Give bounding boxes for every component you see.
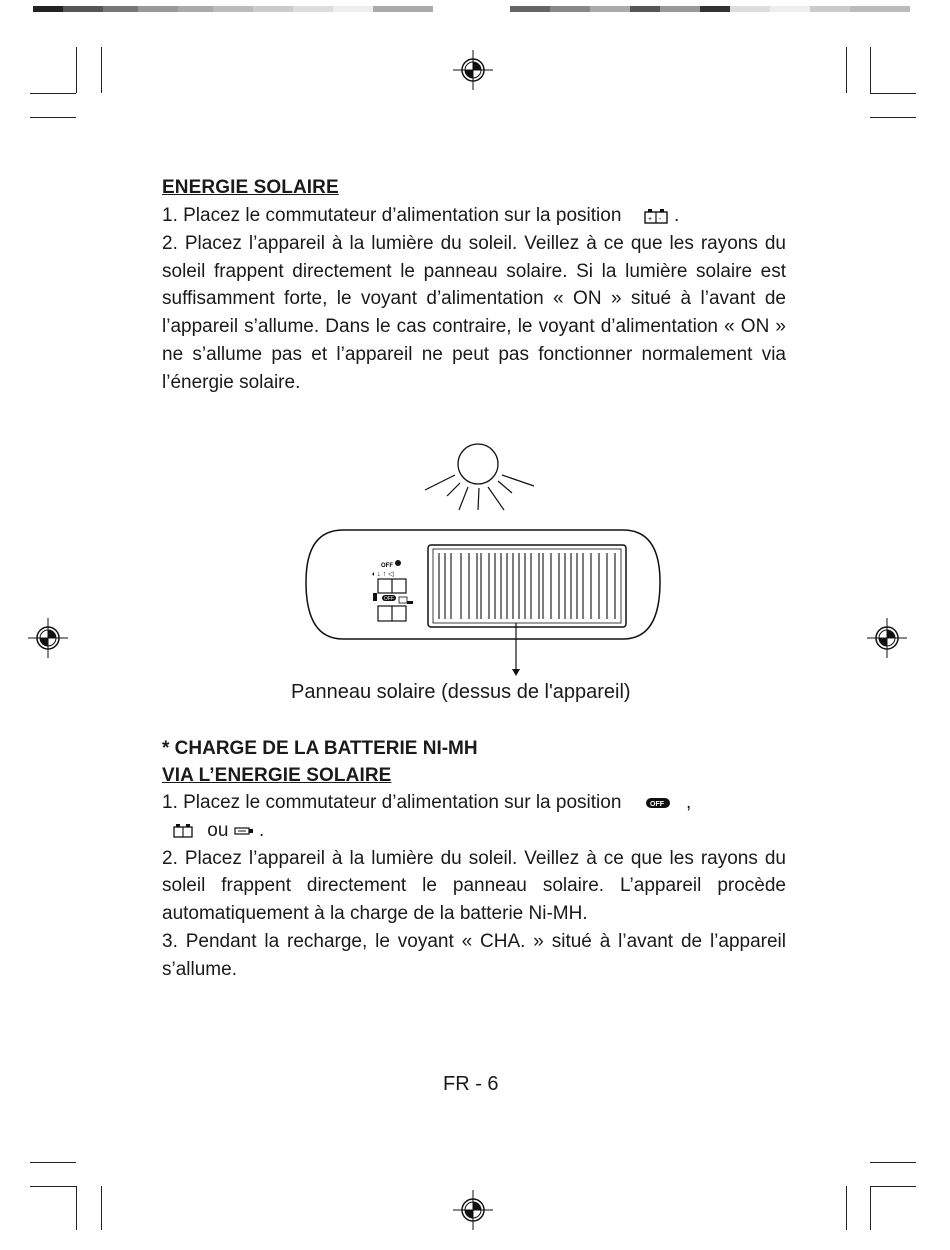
section1-step1: [162, 202, 786, 230]
registration-mark-icon: [453, 50, 493, 90]
color-bar-left: [33, 6, 433, 12]
svg-text:-: -: [658, 215, 662, 223]
crop-mark: [870, 93, 916, 94]
crop-mark: [870, 117, 916, 118]
svg-text:OFF: OFF: [649, 800, 664, 808]
svg-text:+: +: [647, 215, 652, 223]
sun-icon: [420, 440, 540, 515]
crop-mark: [76, 1186, 77, 1230]
svg-text:◖ ↓ ↑ ◁: ◖ ↓ ↑ ◁: [371, 571, 394, 578]
crop-mark: [101, 1186, 102, 1230]
crop-mark: [870, 1186, 916, 1187]
crop-mark: [30, 1186, 76, 1187]
crop-mark: [76, 47, 77, 93]
section2-step1-or: ou: [207, 819, 229, 841]
section2-step3: 3. Pendant la recharge, le voyant « CHA. » situé à l’avant de l’appareil s’allume.: [162, 930, 786, 980]
crop-mark: [846, 47, 847, 93]
figure-caption: Panneau solaire (dessus de l'appareil): [291, 681, 631, 703]
crop-mark: [870, 1162, 916, 1163]
section2-heading: * CHARGE DE LA BATTERIE NI-MH: [162, 738, 478, 759]
crop-mark: [30, 93, 76, 94]
usb-icon: [234, 826, 254, 836]
crop-mark: [30, 117, 76, 118]
battery-icon: [643, 207, 669, 225]
crop-mark: [870, 1186, 871, 1230]
section2-body: [162, 789, 786, 984]
section2-step1-sep: ,: [685, 792, 692, 813]
section1-step1-text: 1. Placez le commutateur d’alimentation sur la position: [162, 205, 622, 226]
device-top-view: [303, 527, 663, 677]
section2-step1: [162, 789, 786, 817]
section2-step1-text: 1. Placez le commutateur d’alimentation sur la position: [162, 792, 622, 813]
crop-mark: [101, 47, 102, 93]
svg-text:OFF: OFF: [381, 563, 393, 569]
crop-mark: [870, 47, 871, 93]
section2-step2: 2. Placez l’appareil à la lumière du soleil. Veillez à ce que les rayons du soleil frappent directement le panneau solaire. L’appareil procède automatiquement à la charge de la batterie Ni-MH.: [162, 847, 786, 925]
section2-step1-end: .: [258, 819, 265, 841]
crop-mark: [846, 1186, 847, 1230]
registration-mark-icon: [28, 618, 68, 658]
section1-step1-end: .: [673, 205, 680, 226]
page-number: FR - 6: [443, 1073, 499, 1095]
section-title-solar-energy: ENERGIE SOLAIRE: [162, 177, 339, 198]
section1-body: [162, 202, 786, 397]
section2-step1-cont: [162, 817, 786, 845]
registration-mark-icon: [453, 1190, 493, 1230]
off-switch-icon: [645, 796, 671, 810]
section1-step2: 2. Placez l’appareil à la lumière du soleil. Veillez à ce que les rayons du soleil frappent directement le panneau solaire. Si la lumière solaire est suffisamment forte, le voyant d’alimentation « ON » situé à l’avant de l’appareil s’allume. Dans le cas contraire, le voyant d’alimentation « ON » ne s’allume pas et l’appareil ne peut pas fonctionner normalement via l’énergie solaire.: [162, 232, 786, 393]
crop-mark: [30, 1162, 76, 1163]
registration-mark-icon: [867, 618, 907, 658]
battery-icon: [172, 823, 194, 839]
section-title-charge: VIA L’ENERGIE SOLAIRE: [162, 765, 392, 786]
color-bar-right: [510, 6, 910, 12]
svg-text:OFF: OFF: [384, 596, 394, 602]
